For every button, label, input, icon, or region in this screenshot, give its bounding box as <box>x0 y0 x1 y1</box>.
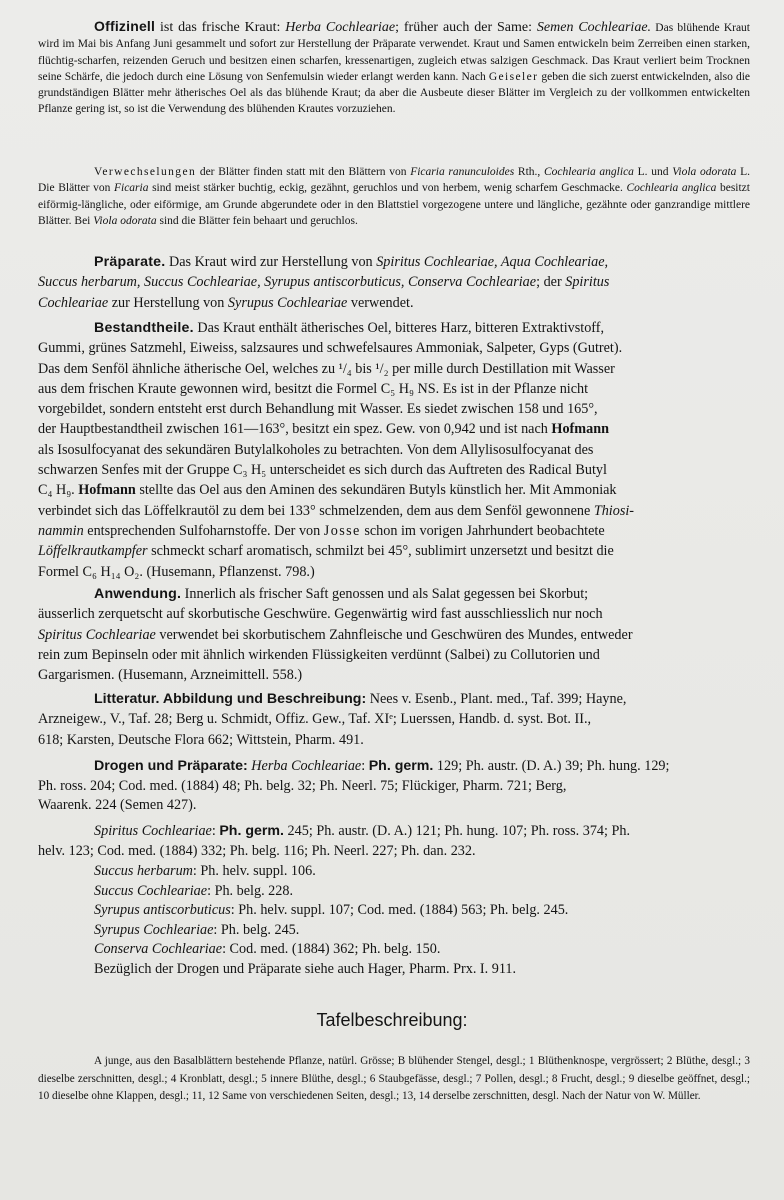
text-run: Waarenk. 224 (Semen 427). <box>38 797 197 814</box>
section-heading: Anwendung. <box>94 586 182 602</box>
text-run: verwendet bei skorbutischem Zahnfleische und Geschwüren des Mundes, entweder <box>155 626 633 643</box>
herba-term: Herba Cochleariae <box>285 20 396 35</box>
text-line <box>38 379 750 399</box>
tafel-title: Tafelbeschreibung: <box>316 1010 468 1030</box>
text-line <box>38 796 750 816</box>
text-run: : Ph. belg. 228. <box>207 882 293 899</box>
verwechselungen-paragraph <box>38 164 750 229</box>
section-heading: Drogen und Präparate: <box>94 758 248 774</box>
text-run: entsprechenden Sulfoharnstoffe. Der von <box>83 522 324 539</box>
text-run: Herba Cochleariae <box>251 758 362 774</box>
text-line <box>38 645 750 665</box>
text-line <box>38 293 750 313</box>
text-line <box>38 689 750 709</box>
text-line <box>38 757 750 777</box>
text-line <box>38 338 750 358</box>
text-line <box>38 709 750 729</box>
text-run: der Blätter finden statt mit den Blättern von <box>196 166 411 178</box>
text-run: schon im vorigen Jahrhundert beobachtete <box>360 522 605 539</box>
semen-term: Semen Cochleariae. <box>536 20 652 35</box>
text-run: L. Die Blätter von <box>38 166 750 195</box>
praeparate-references <box>94 862 750 980</box>
text-run: Bezüglich der Drogen und Präparate siehe auch Hager, Pharm. Prx. I. 911. <box>94 960 517 977</box>
bestandtheile-section <box>38 318 750 582</box>
text-run: Das Kraut enthält ätherisches Oel, bitteres Harz, bitteren Extraktivstoff, <box>193 320 605 336</box>
text-run: Das Kraut wird zur Herstellung von <box>165 254 377 270</box>
text-run: Gummi, grünes Satzmehl, Eiweiss, salzsaures und schwefelsaures Ammoniak, Salpeter, Gyps (Gutret). <box>38 340 623 357</box>
litteratur-section <box>38 689 750 750</box>
drogen-section <box>38 757 750 816</box>
text-run: Formel C₆ H₁₄ O₂. (Husemann, Pflanzenst. 798.) <box>38 563 315 580</box>
offizinell-text: ; früher auch der Same: <box>395 20 537 35</box>
praeparate-section <box>38 252 750 313</box>
text-run: : Ph. belg. 245. <box>213 921 300 938</box>
text-line <box>94 901 750 921</box>
text-line <box>38 842 750 862</box>
text-run: 245; Ph. austr. (D. A.) 121; Ph. hung. 107; Ph. ross. 374; Ph. <box>284 823 631 839</box>
text-run: sind die Blätter fein behaart und geruchlos. <box>156 214 358 227</box>
text-run: Succus Cochleariae <box>94 882 208 899</box>
text-run: Spiritus <box>565 274 610 291</box>
text-run: verwendet. <box>347 294 414 311</box>
text-line <box>38 777 750 797</box>
text-run: Spiritus Cochleariae <box>38 626 156 643</box>
text-line <box>38 521 750 541</box>
text-run: Cochleariae <box>38 294 109 311</box>
text-run: 618; Karsten, Deutsche Flora 662; Wittstein, Pharm. 491. <box>38 731 364 748</box>
verwechselungen-heading: Verwechselungen <box>94 166 197 178</box>
text-run: Innerlich als frischer Saft genossen und als Salat gegessen bei Skorbut; <box>181 586 589 602</box>
text-line <box>38 584 750 604</box>
text-run: schmeckt scharf aromatisch, schmilzt bei 45°, sublimirt unzersetzt und besitzt die <box>147 543 614 560</box>
text-run: : Ph. helv. suppl. 107; Cod. med. (1884) 563; Ph. belg. 245. <box>230 902 569 919</box>
text-line <box>38 730 750 750</box>
text-run: : Ph. helv. suppl. 106. <box>192 863 316 879</box>
section-heading: Ph. germ. <box>368 758 434 774</box>
text-run: Löffelkrautkampfer <box>38 543 148 560</box>
tafel-caption: A junge, aus den Basalblättern bestehende Pflanze, natürl. Grösse; B blühender Stengel, desgl.; 1 Blüthenknospe, vergrössert; 2 Blüthe, desgl.; 3 dieselbe zerschnitten, desgl.; 4 Kronblatt, desgl.; 5 innere Blüthe, desgl.; 6 Staubgefässe, desgl.; 7 Pollen, desgl.; 8 Frucht, desgl.; 9 dieselbe geöffnet, desgl.; 10 dieselbe ohne Klappen, desgl.; 11, 12 Same von verschiedenen Seiten, desgl.; 13, 14 derselbe zerschnitten, desgl. Nach der Natur von W. Müller. <box>38 1055 750 1103</box>
text-run: Hofmann <box>78 482 136 499</box>
anwendung-section <box>38 584 750 685</box>
text-run: Thiosi- <box>593 502 635 519</box>
text-run: als Isosulfocyanat des sekundären Butylalkoholes zu betrachten. Von dem Allylisosulfocyanat des <box>38 441 594 458</box>
text-line <box>38 480 750 500</box>
text-run: äusserlich zerquetscht auf skorbutische Geschwüre. Gegenwärtig wird fast ausschliesslich nur noch <box>38 606 603 623</box>
text-run: ; der <box>536 274 566 291</box>
text-line <box>38 318 750 338</box>
text-run: Gargarismen. (Husemann, Arzneimittell. 558.) <box>38 667 303 684</box>
text-run: Syrupus Cochleariae <box>227 294 348 311</box>
text-run: Spiritus Cochleariae <box>94 823 212 839</box>
text-line <box>38 252 750 272</box>
author-name: Geiseler <box>488 70 539 83</box>
text-run: der Hauptbestandtheil zwischen 161—163°, besitzt ein spez. Gew. von 0,942 und ist nach <box>38 421 552 438</box>
section-heading: Litteratur. Abbildung und Beschreibung: <box>94 691 367 707</box>
text-line <box>94 960 750 980</box>
text-run: Succus herbarum <box>94 863 193 879</box>
species-name: Cochlearia anglica <box>626 182 717 195</box>
text-line <box>38 562 750 582</box>
text-line <box>94 862 750 882</box>
text-line <box>38 604 750 624</box>
text-line <box>94 882 750 902</box>
text-line <box>38 399 750 419</box>
text-run: 129; Ph. austr. (D. A.) 39; Ph. hung. 129; <box>433 758 670 774</box>
text-run: aus dem frischen Kraute gewonnen wird, besitzt die Formel C₅ H₉ NS. Es ist in der Pflanze nicht <box>38 380 589 397</box>
section-heading: Bestandtheile. <box>94 320 194 336</box>
offizinell-text: Das blühende Kraut wird im Mai bis Anfang Juni gesammelt und sofort zur Herstellung der Präparate verwendet. Kraut und Samen entwickeln beim Zerreiben einen starken, flüchtig-scharfen, reizenden Geruch und besitzen einen scharfen, kressenartigen, zugleich etwas salzigen Geschmack. Das Kraut verliert beim Trocknen seine Schärfe, die jedoch durch eine Lösung von Senfemulsin wieder erlangt werden kann. Nach <box>38 22 751 83</box>
offizinell-text: geben die sich zuerst entwickelnden, also die grundständigen Blätter mehr ätherisches Oel als das blühende Kraut; da aber die Ausbeute dieser Blätter im Vergleich zu der vollkommen entwickelten Pflanze gering ist, so ist die Verwendung des blühenden Krautes vorzuziehen. <box>38 70 750 116</box>
text-run: Syrupus antiscorbuticus <box>94 902 231 919</box>
offizinell-paragraph <box>38 18 750 118</box>
text-run: : <box>361 758 369 774</box>
text-line <box>38 419 750 439</box>
species-name: Ficaria <box>113 182 149 195</box>
text-line <box>38 501 750 521</box>
text-run: Hofmann <box>551 421 609 438</box>
text-run: Das dem Senföl ähnliche ätherische Oel, welches zu ¹/₄ bis ¹/₂ per mille durch Destillation mit Wasser <box>38 360 615 377</box>
text-run: Syrupus Cochleariae <box>94 921 214 938</box>
text-run: Conserva Cochleariae <box>94 941 223 958</box>
text-line <box>38 460 750 480</box>
text-run: Nees v. Esenb., Plant. med., Taf. 399; Hayne, <box>366 691 627 707</box>
species-name: Cochlearia anglica <box>543 166 634 178</box>
text-run: vorgebildet, sondern entsteht erst durch Behandlung mit Wasser. Es siedet zwischen 158 und 165°, <box>38 401 598 418</box>
text-run: rein zum Bepinseln oder mit ähnlich wirkenden Flüssigkeiten verdünnt (Salbei) zu Collutorien und <box>38 646 600 663</box>
species-name: Viola odorata <box>93 214 157 227</box>
text-run: C₄ H₉. <box>38 482 79 499</box>
text-run: Ph. ross. 204; Cod. med. (1884) 48; Ph. belg. 32; Ph. Neerl. 75; Flückiger, Pharm. 721; Berg, <box>38 777 567 794</box>
text-run: : Cod. med. (1884) 362; Ph. belg. 150. <box>222 941 441 958</box>
text-line <box>38 440 750 460</box>
text-run: nammin <box>38 522 84 539</box>
species-name: Viola odorata <box>672 166 737 178</box>
text-line <box>38 541 750 561</box>
text-run: L. und <box>633 166 673 178</box>
offizinell-heading: Offizinell <box>94 18 156 34</box>
text-line <box>38 625 750 645</box>
text-run: Arzneigew., V., Taf. 28; Berg u. Schmidt, Offiz. Gew., Taf. XIᵉ; Luerssen, Handb. d. syst. Bot. II., <box>38 711 592 728</box>
text-run: sind meist stärker buchtig, eckig, gezähnt, geruchlos und von herbem, wenig scharfem Geschmacke. <box>148 182 627 195</box>
text-line <box>38 822 750 842</box>
text-run: besitzt eiförmig-längliche, oder eiförmige, am Grunde abgerundete oder in den Blattstiel vorgezogene untere und längliche, gezähnte oder ganzrandige mittlere Blätter. Bei <box>38 182 750 227</box>
text-run: Rth., <box>514 166 544 178</box>
text-run: verbindet sich das Löffelkrautöl zu dem bei 133° schmelzenden, dem aus dem Senföl gewonnene <box>38 502 594 519</box>
text-line <box>38 665 750 685</box>
spiritus-section <box>38 822 750 861</box>
species-name: Ficaria ranunculoides <box>410 166 515 178</box>
text-run: Succus herbarum, Succus Cochleariae, Syrupus antiscorbuticus, Conserva Cochleariae <box>38 274 537 291</box>
text-line <box>38 272 750 292</box>
text-run: zur Herstellung von <box>108 294 228 311</box>
text-line <box>38 359 750 379</box>
section-heading: Präparate. <box>94 254 166 270</box>
text-run: Spiritus Cochleariae, Aqua Cochleariae, <box>376 254 609 270</box>
section-heading: Ph. germ. <box>219 823 284 839</box>
text-run: Josse <box>323 522 361 539</box>
text-run: helv. 123; Cod. med. (1884) 332; Ph. belg. 116; Ph. Neerl. 227; Ph. dan. 232. <box>38 842 476 859</box>
text-run: schwarzen Senfes mit der Gruppe C₃ H₅ unterscheidet es sich durch das Auftreten des Radical Butyl <box>38 462 607 479</box>
text-line <box>94 940 750 960</box>
offizinell-text: ist das frische Kraut: <box>155 20 286 35</box>
text-run: : <box>211 823 220 839</box>
text-run: stellte das Oel aus den Aminen des sekundären Butyls künstlich her. Mit Ammoniak <box>135 482 617 499</box>
text-line <box>94 921 750 941</box>
